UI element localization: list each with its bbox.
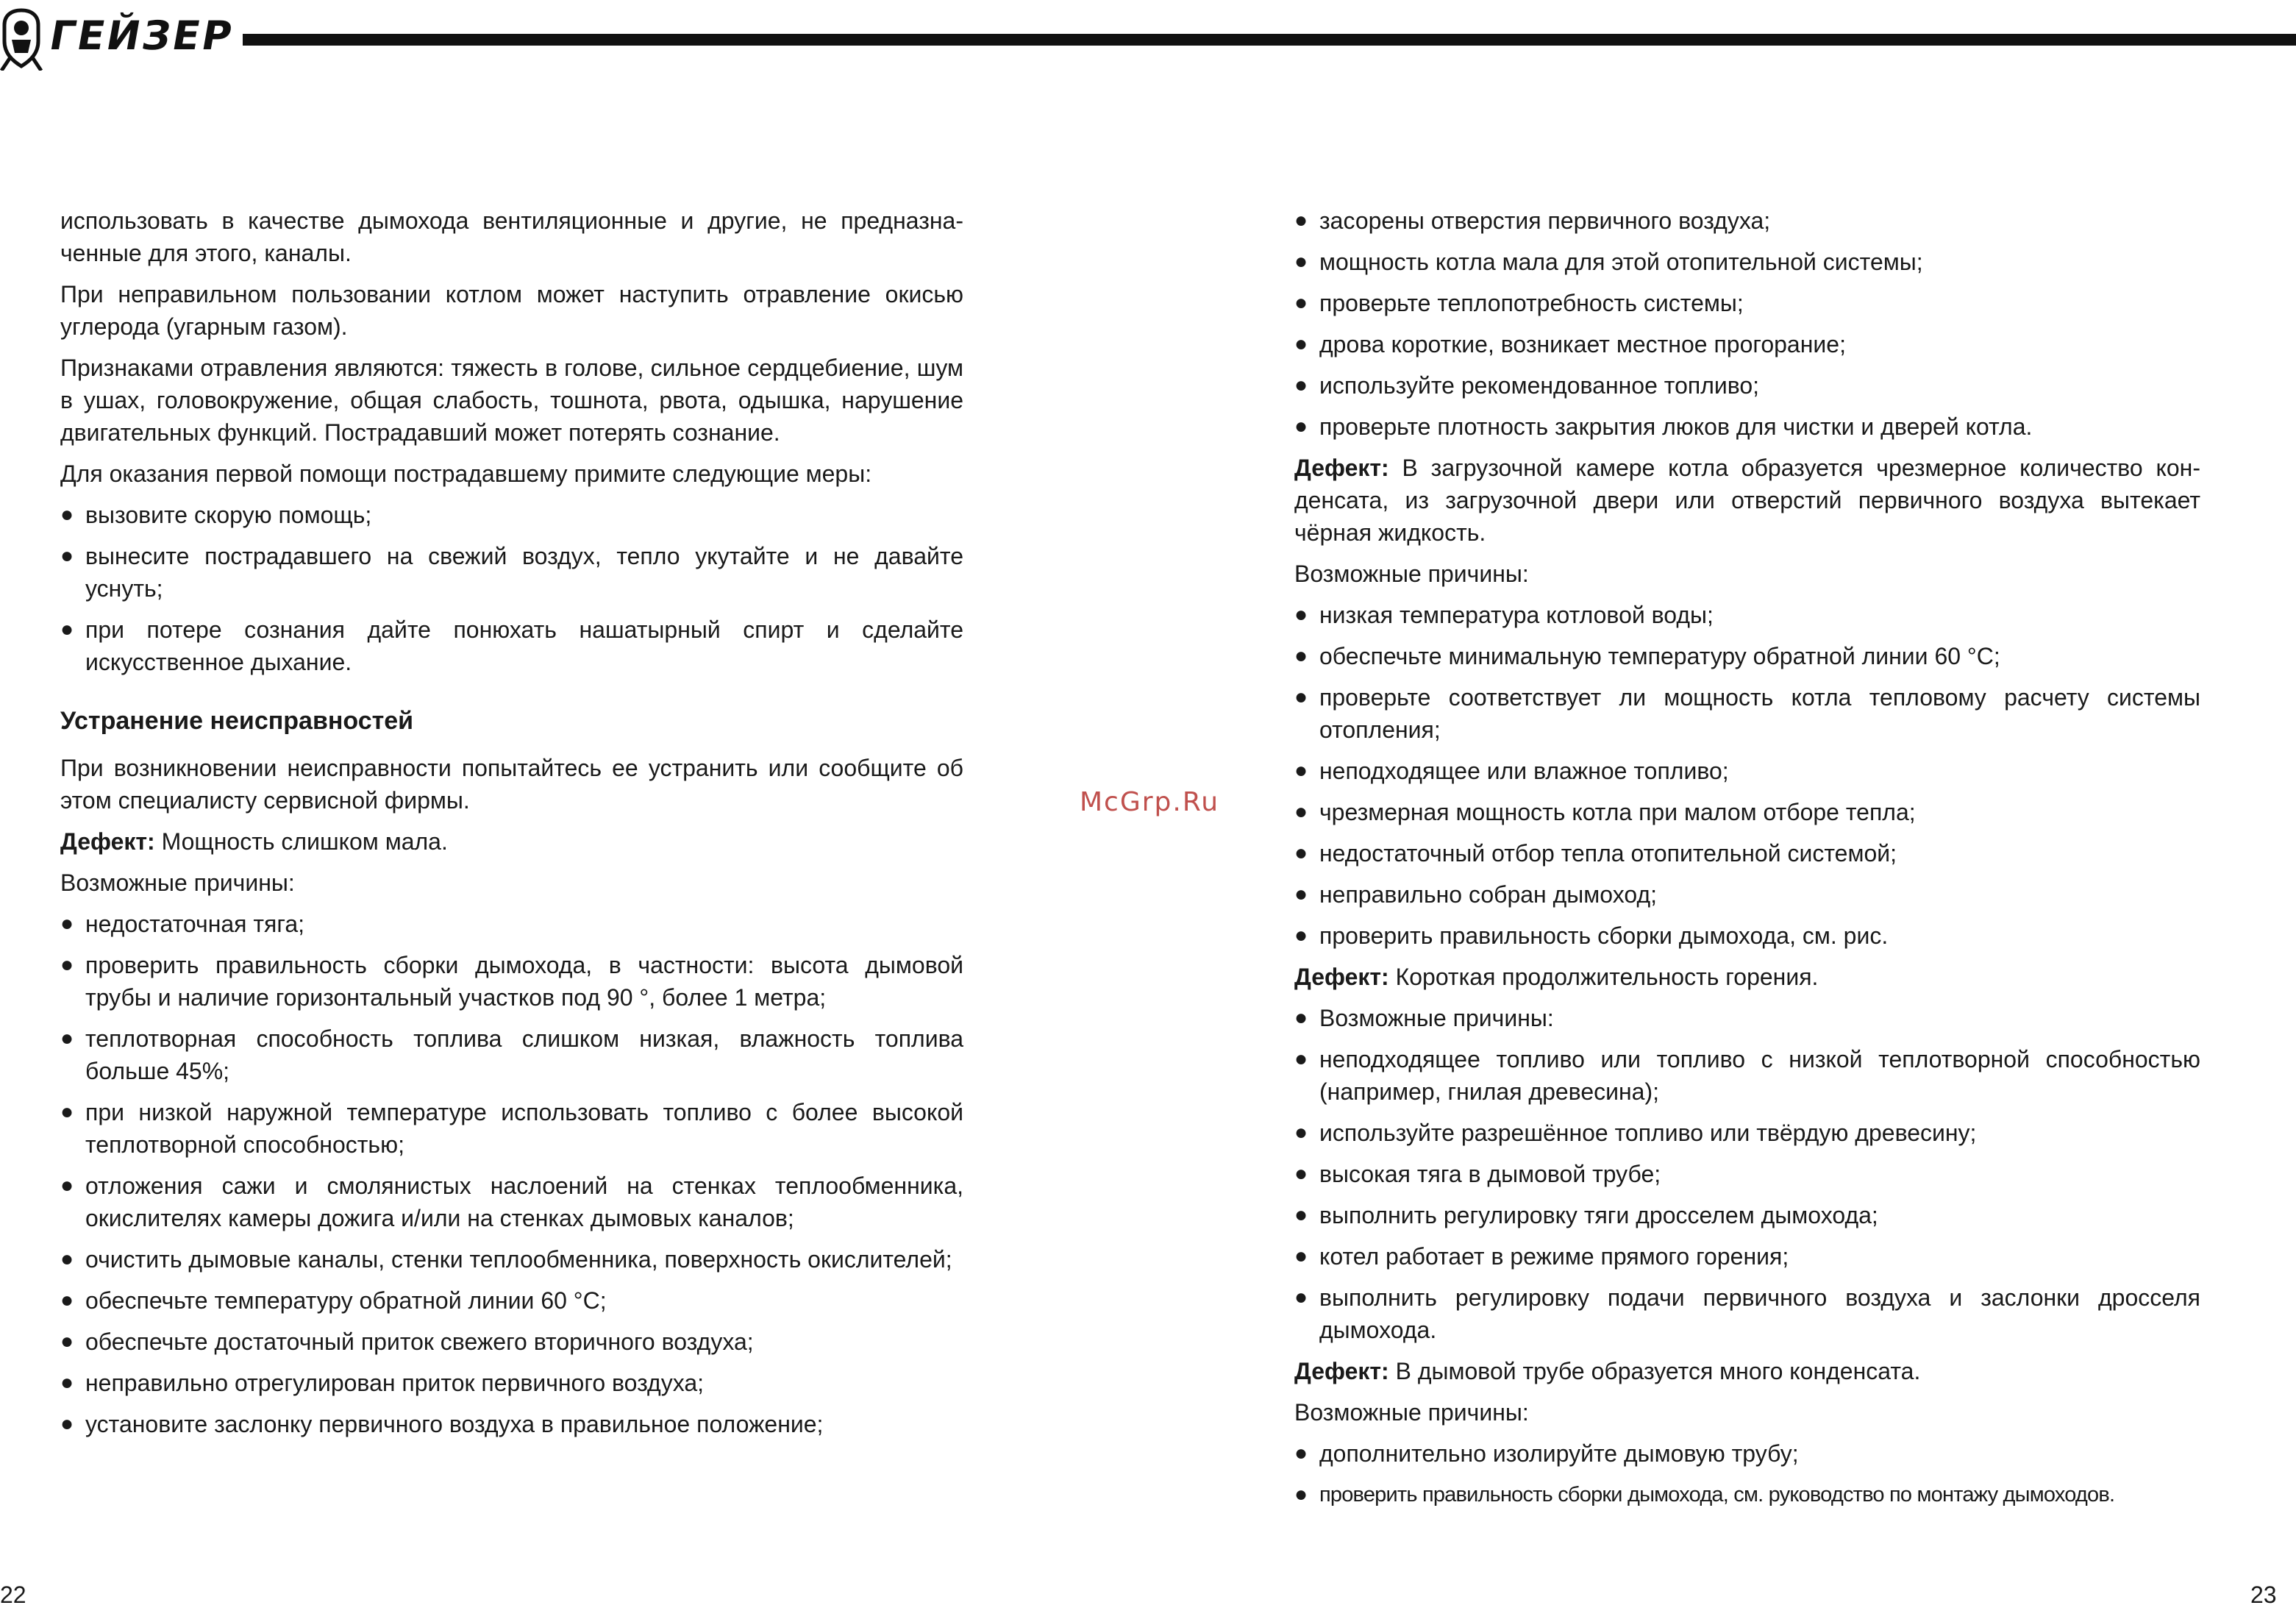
- bullet-icon: ●: [1294, 882, 1308, 906]
- defect-line: Дефект: Короткая продолжительность горения.: [1294, 964, 1819, 990]
- list-item: ● низкая температура котловой воды;: [1294, 599, 2200, 631]
- list-item: ● используйте разрешённое топливо или твёрдую древесину;: [1294, 1117, 2200, 1149]
- bullet-icon: ●: [1294, 1441, 1308, 1465]
- bullet-icon: ●: [1294, 1047, 1308, 1071]
- list-item: ● вынесите пострадавшего на свежий воздух, тепло укутайте и не давайте уснуть;: [60, 540, 963, 605]
- bullet-icon: ●: [1294, 685, 1308, 709]
- watermark: McGrp.Ru: [1080, 787, 1220, 817]
- bullet-icon: ●: [1294, 373, 1308, 397]
- causes-label: Возможные причины:: [1294, 561, 1529, 587]
- left-page-column: [60, 204, 963, 1449]
- list-item: ● мощность котла мала для этой отопительной системы;: [1294, 246, 2200, 278]
- list-item: ● обеспечьте минимальную температуру обратной линии 60 °С;: [1294, 640, 2200, 672]
- list-item: ● обеспечьте температуру обратной линии 60 °С;: [60, 1284, 963, 1317]
- bullet-icon: ●: [1294, 208, 1308, 232]
- list-item: ● проверить правильность сборки дымохода, см. рис.: [1294, 919, 2200, 952]
- bullet-icon: ●: [1294, 758, 1308, 783]
- bullet-icon: ●: [1294, 291, 1308, 315]
- list-item: ● при потере сознания дайте понюхать нашатырный спирт и сделайте искусственное дыхание.: [60, 613, 963, 678]
- bear-crest-icon: [0, 7, 43, 71]
- bullet-icon: ●: [60, 1247, 74, 1271]
- list-item: ● теплотворная способность топлива слишком низкая, влажность топлива больше 45%;: [60, 1022, 963, 1087]
- defect-line: Дефект: Мощность слишком мала.: [60, 828, 448, 855]
- paragraph: Признаками отравления являются: тяжесть в голове, сильное сердцебиение, шум в ушах, головокружение, общая слабость, тошнота, рвота, одышка, нарушение двигательных функций. Пострадавший может потерять сознание.: [60, 355, 963, 446]
- list-item: ● неподходящее или влажное топливо;: [1294, 755, 2200, 787]
- bullet-icon: ●: [60, 1026, 74, 1050]
- list-item: ● дрова короткие, возникает местное прогорание;: [1294, 328, 2200, 360]
- bullet-icon: ●: [60, 1412, 74, 1436]
- bullet-icon: ●: [1294, 602, 1308, 627]
- list-item: ● выполнить регулировку подачи первичного воздуха и заслонки дросселя дымохода.: [1294, 1281, 2200, 1346]
- defect-line: Дефект: В загрузочной камере котла образуется чрезмерное количество конденсата, из загрузочной двери или отверстий первичного воздуха вытекает чёрная жидкость.: [1294, 455, 2200, 546]
- list-item: ● неподходящее топливо или топливо с низкой теплотворной способностью (например, гнилая древесина);: [1294, 1043, 2200, 1108]
- list-item: ● неправильно собран дымоход;: [1294, 878, 2200, 911]
- list-item: ● высокая тяга в дымовой трубе;: [1294, 1158, 2200, 1190]
- list-item: ● проверьте соответствует ли мощность котла тепловому расчету системы отопления;: [1294, 681, 2200, 746]
- list-item: ● котел работает в режиме прямого горения;: [1294, 1240, 2200, 1273]
- bullet-icon: ●: [1294, 923, 1308, 947]
- list-item: ● проверить правильность сборки дымохода, в частности: высота дымовой трубы и наличие горизонтальный участков под 90 °, более 1 метра;: [60, 949, 963, 1014]
- list-item: ● недостаточный отбор тепла отопительной системой;: [1294, 837, 2200, 869]
- list-item: ● при низкой наружной температуре использовать топливо с более высокой теплотворной способностью;: [60, 1096, 963, 1161]
- bullet-icon: ●: [60, 544, 74, 568]
- defect-line: Дефект: В дымовой трубе образуется много конденсата.: [1294, 1358, 1921, 1384]
- page-number-left: 22: [0, 1582, 26, 1608]
- list-item: ● установите заслонку первичного воздуха в правильное положение;: [60, 1408, 963, 1440]
- list-item: ● отложения сажи и смолянистых наслоений на стенках теплообменника, окислителях камеры дожига и/или на стенках дымовых каналов;: [60, 1170, 963, 1234]
- list-item: ● очистить дымовые каналы, стенки теплообменника, поверхность окислителей;: [60, 1243, 963, 1276]
- bullet-icon: ●: [60, 1370, 74, 1395]
- list-item: ● дополнительно изолируйте дымовую трубу;: [1294, 1437, 2200, 1470]
- list-item: ● используйте рекомендованное топливо;: [1294, 369, 2200, 402]
- list-item: ● вызовите скорую помощь;: [60, 499, 963, 531]
- list-item: ● выполнить регулировку тяги дросселем дымохода;: [1294, 1199, 2200, 1231]
- causes-label: Возможные причины:: [60, 869, 295, 896]
- bullet-icon: ●: [1294, 249, 1308, 274]
- bullet-icon: ●: [60, 1288, 74, 1312]
- list-item: ● неправильно отрегулирован приток первичного воздуха;: [60, 1367, 963, 1399]
- list-item: ● проверьте теплопотребность системы;: [1294, 287, 2200, 319]
- bullet-icon: ●: [60, 617, 74, 641]
- header-rule: [243, 34, 2296, 46]
- bullet-icon: ●: [1294, 414, 1308, 438]
- bullet-icon: ●: [1294, 1482, 1308, 1506]
- bullet-icon: ●: [1294, 1203, 1308, 1227]
- list-item: ● недостаточная тяга;: [60, 908, 963, 940]
- bullet-icon: ●: [60, 1173, 74, 1198]
- section-title: Устранение неисправностей: [60, 707, 414, 735]
- bullet-icon: ●: [1294, 1006, 1308, 1030]
- paragraph: Для оказания первой помощи пострадавшему примите следующие меры:: [60, 460, 872, 487]
- paragraph: При неправильном пользовании котлом может наступить отравление окисью углерода (угарным газом).: [60, 281, 963, 340]
- paragraph: использовать в качестве дымохода вентиляционные и другие, не предназначенные для этого, каналы.: [60, 207, 963, 266]
- bullet-icon: ●: [1294, 644, 1308, 668]
- brand-name: ГЕЙЗЕР: [46, 13, 238, 59]
- bullet-icon: ●: [1294, 1244, 1308, 1268]
- bullet-icon: ●: [60, 1329, 74, 1353]
- causes-label: Возможные причины:: [1294, 1399, 1529, 1426]
- page-number-right: 23: [2250, 1582, 2277, 1608]
- list-item: ● засорены отверстия первичного воздуха;: [1294, 204, 2200, 237]
- bullet-icon: ●: [1294, 1285, 1308, 1309]
- brand-logo: [0, 7, 238, 78]
- right-page-column: [1294, 204, 2200, 1520]
- bullet-icon: ●: [60, 1100, 74, 1124]
- bullet-icon: ●: [1294, 841, 1308, 865]
- list-item: ● проверить правильность сборки дымохода, см. руководство по монтажу дымоходов.: [1294, 1479, 2200, 1511]
- bullet-icon: ●: [1294, 1161, 1308, 1186]
- list-item: ● Возможные причины:: [1294, 1002, 2200, 1034]
- bullet-icon: ●: [60, 953, 74, 977]
- list-item: ● обеспечьте достаточный приток свежего вторичного воздуха;: [60, 1326, 963, 1358]
- paragraph: При возникновении неисправности попытайтесь ее устранить или сообщите об этом специалисту сервисной фирмы.: [60, 755, 963, 814]
- list-item: ● проверьте плотность закрытия люков для чистки и дверей котла.: [1294, 410, 2200, 443]
- bullet-icon: ●: [1294, 332, 1308, 356]
- list-item: ● чрезмерная мощность котла при малом отборе тепла;: [1294, 796, 2200, 828]
- bullet-icon: ●: [60, 911, 74, 936]
- bullet-icon: ●: [1294, 800, 1308, 824]
- bullet-icon: ●: [60, 502, 74, 527]
- bullet-icon: ●: [1294, 1120, 1308, 1145]
